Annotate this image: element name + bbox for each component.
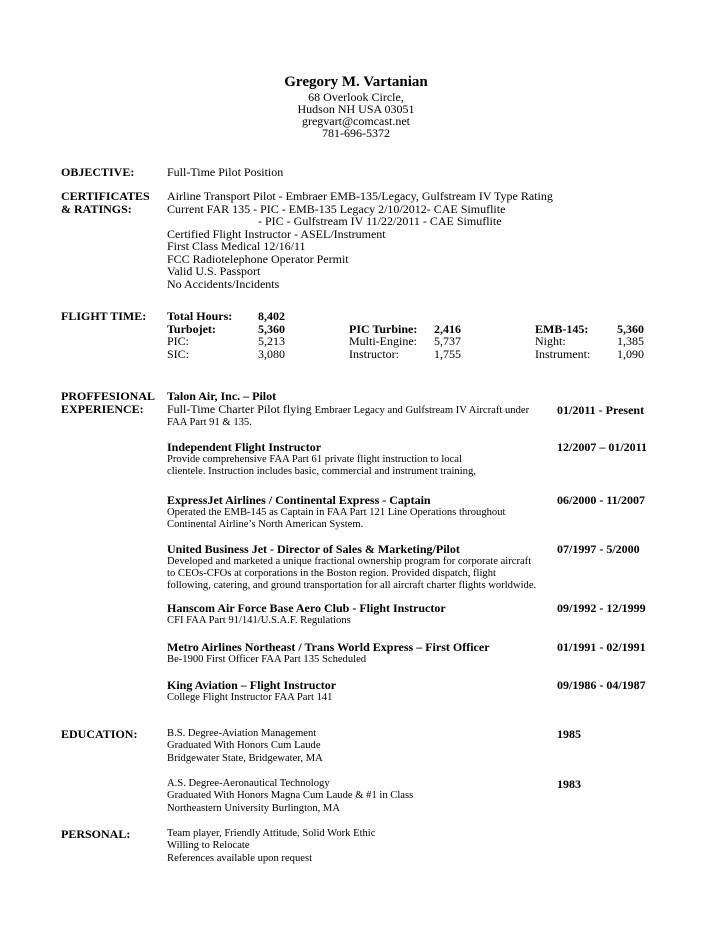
job-description: clientele. Instruction includes basic, commercial and instrument training, [167,465,476,477]
degree-line: B.S. Degree-Aviation Management [167,728,317,739]
pic-value: 5,213 [258,334,285,348]
job-description: Developed and marketed a unique fractional ownership program for corporate aircraft [167,555,532,567]
job-title: Independent Flight Instructor [167,440,322,454]
certificates-label [61,190,166,215]
email-address: gregvart@comcast.net [301,114,410,128]
education-entry [167,778,657,815]
job-title: King Aviation – Flight Instructor [167,678,337,692]
certificate-line: First Class Medical 12/16/11 [167,239,306,253]
personal-list [167,828,657,865]
certificates-list [167,190,657,290]
job-description-part: Embraer Legacy and Gulfstream IV Aircraft under [314,404,530,416]
certificate-line: - PIC - Gulfstream IV 11/22/2011 - CAE Simuflite [258,214,502,228]
job-title: Hanscom Air Force Base Aero Club - Flight Instructor [167,601,446,615]
resume-header [0,74,728,139]
job-description: College Flight Instructor FAA Part 141 [167,691,333,703]
experience-label-line-2: EXPERIENCE: [61,401,144,416]
job-title: ExpressJet Airlines / Continental Express - Captain [167,493,431,507]
job-dates: 01/2011 - Present [557,403,645,417]
pic-turbine-value: 2,416 [434,321,461,336]
sic-value: 3,080 [258,346,285,361]
candidate-name: Gregory M. Vartanian [284,74,428,90]
degree-line: Graduated With Honors Magna Cum Laude & #1 in Class [167,790,414,802]
job-title: Metro Airlines Northeast / Trans World Express – First Officer [167,640,490,654]
pic-turbine-label: PIC Turbine: [349,321,418,336]
turbojet-label: Turbojet: [167,321,216,336]
multi-engine-value: 5,737 [434,334,461,348]
personal-line: References available upon request [167,852,313,864]
experience-entry [167,641,657,666]
address-line-1: 68 Overlook Circle, [308,90,404,104]
graduation-year: 1985 [557,727,581,741]
job-description: following, catering, and ground transportation for all aircraft charter flights worldwide. [167,580,537,592]
certificate-line: Valid U.S. Passport [167,264,261,278]
job-dates: 09/1986 - 04/1987 [557,678,646,692]
flight-time-row [167,348,657,361]
instrument-label: Instrument: [535,346,591,361]
job-description: FAA Part 91 & 135. [167,417,252,428]
experience-label [61,390,166,415]
job-description: Continental Airline’s North American System. [167,518,364,530]
education-label: EDUCATION: [61,727,138,741]
job-dates: 09/1992 - 12/1999 [557,601,646,615]
certificate-line: No Accidents/Incidents [167,276,280,291]
job-description-part: Full-Time Charter Pilot flying [167,401,315,416]
experience-label-line-1: PROFFESIONAL [61,389,156,403]
education-section [61,728,661,818]
flight-time-row [167,310,657,323]
experience-entry [167,602,657,627]
instrument-value: 1,090 [617,346,644,361]
experience-entry [167,543,657,592]
job-description: Provide comprehensive FAA Part 61 private flight instruction to local [167,453,462,465]
pic-label: PIC: [167,334,190,348]
address-line-2: Hudson NH USA 03051 [297,102,415,116]
job-description: Be-1900 First Officer FAA Part 135 Scheduled [167,653,367,665]
certificate-line: Airline Transport Pilot - Embraer EMB-135/Legacy, Gulfstream IV Type Rating [167,189,553,203]
phone-number: 781-696-5372 [322,126,390,140]
flight-time-label: FLIGHT TIME: [61,309,147,323]
certificate-line: FCC Radiotelephone Operator Permit [167,251,349,266]
objective-label: OBJECTIVE: [61,165,135,179]
personal-line: Willing to Relocate [167,840,250,852]
certificates-label-line-2: & RATINGS: [61,201,132,216]
job-dates: 07/1997 - 5/2000 [557,542,640,556]
experience-entry [167,679,657,704]
education-entry [167,728,657,765]
degree-line: Bridgewater State, Bridgewater, MA [167,752,323,764]
job-description: Operated the EMB-145 as Captain in FAA Part 121 Line Operations throughout [167,506,506,518]
instructor-value: 1,755 [434,346,461,361]
job-dates: 12/2007 – 01/2011 [557,440,648,454]
job-description: to CEOs-CFOs at corporations in the Boston region. Provided dispatch, flight [167,567,496,579]
total-hours-value: 8,402 [258,309,285,323]
flight-time-row [167,335,657,348]
job-dates: 06/2000 - 11/2007 [557,493,646,507]
emb-145-value: 5,360 [617,321,644,336]
job-title: United Business Jet - Director of Sales & Marketing/Pilot [167,542,460,556]
instructor-label: Instructor: [349,346,399,361]
flight-time-table [167,310,657,360]
certificate-line: Certified Flight Instructor - ASEL/Instrument [167,226,386,241]
personal-label: PERSONAL: [61,827,131,841]
night-label: Night: [535,334,566,348]
degree-line: Graduated With Honors Cum Laude [167,740,321,752]
turbojet-value: 5,360 [258,321,285,336]
experience-section [61,390,661,710]
objective-text: Full-Time Pilot Position [167,165,284,179]
experience-entry [167,441,657,478]
experience-entry [167,494,657,531]
job-dates: 01/1991 - 02/1991 [557,640,646,654]
certificates-label-line-1: CERTIFICATES [61,189,150,203]
experience-entry [167,390,657,429]
emb-145-label: EMB-145: [535,321,589,336]
graduation-year: 1983 [557,777,581,791]
degree-line: Northeastern University Burlington, MA [167,802,341,814]
sic-label: SIC: [167,346,190,361]
night-value: 1,385 [617,334,644,348]
job-title: Talon Air, Inc. – Pilot [167,389,277,403]
total-hours-label: Total Hours: [167,309,233,323]
multi-engine-label: Multi-Engine: [349,334,417,348]
certificate-line: Current FAR 135 - PIC - EMB-135 Legacy 2/10/2012- CAE Simuflite [167,201,506,216]
degree-line: A.S. Degree-Aeronautical Technology [167,778,330,789]
personal-line: Team player, Friendly Attitude, Solid Work Ethic [167,828,376,839]
job-description: CFI FAA Part 91/141/U.S.A.F. Regulations [167,614,351,626]
